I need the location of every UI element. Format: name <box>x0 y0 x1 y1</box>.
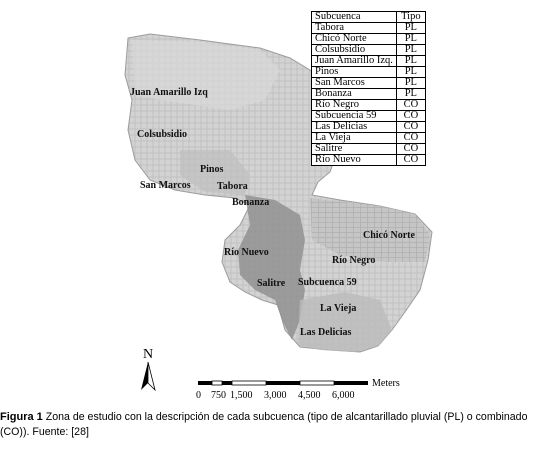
legend-header-row <box>312 12 426 23</box>
legend-row <box>312 78 426 89</box>
legend-subbasin-name: La Vieja <box>312 133 397 144</box>
label-juan-amarillo: Juan Amarillo Izq <box>130 87 208 98</box>
label-rio-nuevo: Río Nuevo <box>224 247 269 258</box>
label-chico-norte: Chicó Norte <box>363 230 415 241</box>
figure-caption <box>0 410 559 440</box>
scale-tick-1: 750 <box>211 390 226 400</box>
legend-subbasin-name: Subcuencia 59 <box>312 111 397 122</box>
subbasin-las-delicias <box>298 292 392 352</box>
legend-subbasin-name: Pinos <box>312 67 397 78</box>
north-arrow-icon <box>141 347 155 390</box>
scale-tick-3: 3,000 <box>264 390 287 400</box>
legend-subbasin-type: PL <box>396 56 425 67</box>
label-subcuenca-59: Subcuenca 59 <box>298 277 357 288</box>
legend-subbasin-name: Colsubsidio <box>312 45 397 56</box>
label-colsubsidio: Colsubsidio <box>137 129 188 140</box>
legend-subbasin-type: PL <box>396 23 425 34</box>
legend-row <box>312 144 426 155</box>
label-tabora: Tabora <box>217 181 248 192</box>
legend-row <box>312 67 426 78</box>
legend-subbasin-type: PL <box>396 45 425 56</box>
legend-row <box>312 34 426 45</box>
label-salitre: Salitre <box>257 278 286 289</box>
legend-header-type: Tipo <box>396 12 425 23</box>
legend-subbasin-type: CO <box>396 111 425 122</box>
legend-subbasin-name: Salitre <box>312 144 397 155</box>
label-pinos: Pinos <box>200 164 224 175</box>
legend-subbasin-type: PL <box>396 78 425 89</box>
legend-row <box>312 155 426 166</box>
legend-subbasin-name: Juan Amarillo Izq. <box>312 56 397 67</box>
legend-subbasin-name: San Marcos <box>312 78 397 89</box>
legend-row <box>312 23 426 34</box>
label-la-vieja: La Vieja <box>320 303 357 314</box>
legend-subbasin-type: PL <box>396 89 425 100</box>
legend-row <box>312 45 426 56</box>
legend-row <box>312 133 426 144</box>
legend-row <box>312 100 426 111</box>
label-bonanza: Bonanza <box>232 197 270 208</box>
legend-subbasin-name: Las Delicias <box>312 122 397 133</box>
scale-tick-0: 0 <box>196 390 201 400</box>
legend-subbasin-type: CO <box>396 122 425 133</box>
legend-header-name: Subcuenca <box>312 12 397 23</box>
legend-subbasin-name: Río Nuevo <box>312 155 397 166</box>
legend-subbasin-name: Río Negro <box>312 100 397 111</box>
scale-bar <box>196 378 400 400</box>
north-letter: N <box>143 347 154 362</box>
legend-row <box>312 89 426 100</box>
legend-row <box>312 56 426 67</box>
legend-subbasin-type: CO <box>396 144 425 155</box>
scale-tick-5: 6,000 <box>332 390 355 400</box>
subbasin-legend-table <box>311 11 426 166</box>
legend-subbasin-type: CO <box>396 100 425 111</box>
legend-subbasin-name: Tabora <box>312 23 397 34</box>
legend-subbasin-type: CO <box>396 133 425 144</box>
legend-subbasin-type: CO <box>396 155 425 166</box>
scale-unit: Meters <box>372 378 400 389</box>
legend-subbasin-type: PL <box>396 34 425 45</box>
legend-subbasin-name: Chicó Norte <box>312 34 397 45</box>
label-san-marcos: San Marcos <box>140 180 191 191</box>
legend-subbasin-type: PL <box>396 67 425 78</box>
label-rio-negro: Río Negro <box>332 255 376 266</box>
legend-row <box>312 111 426 122</box>
scale-tick-4: 4,500 <box>298 390 321 400</box>
legend-row <box>312 122 426 133</box>
scale-tick-2: 1,500 <box>230 390 253 400</box>
caption-text: Zona de estudio con la descripción de cada subcuenca (tipo de alcantarillado pluvial (PL) o combinado (CO)). Fuente: [28] <box>0 411 528 438</box>
label-las-delicias: Las Delicias <box>300 327 352 338</box>
legend-body <box>312 23 426 166</box>
legend-subbasin-name: Bonanza <box>312 89 397 100</box>
caption-label: Figura 1 <box>0 411 43 423</box>
